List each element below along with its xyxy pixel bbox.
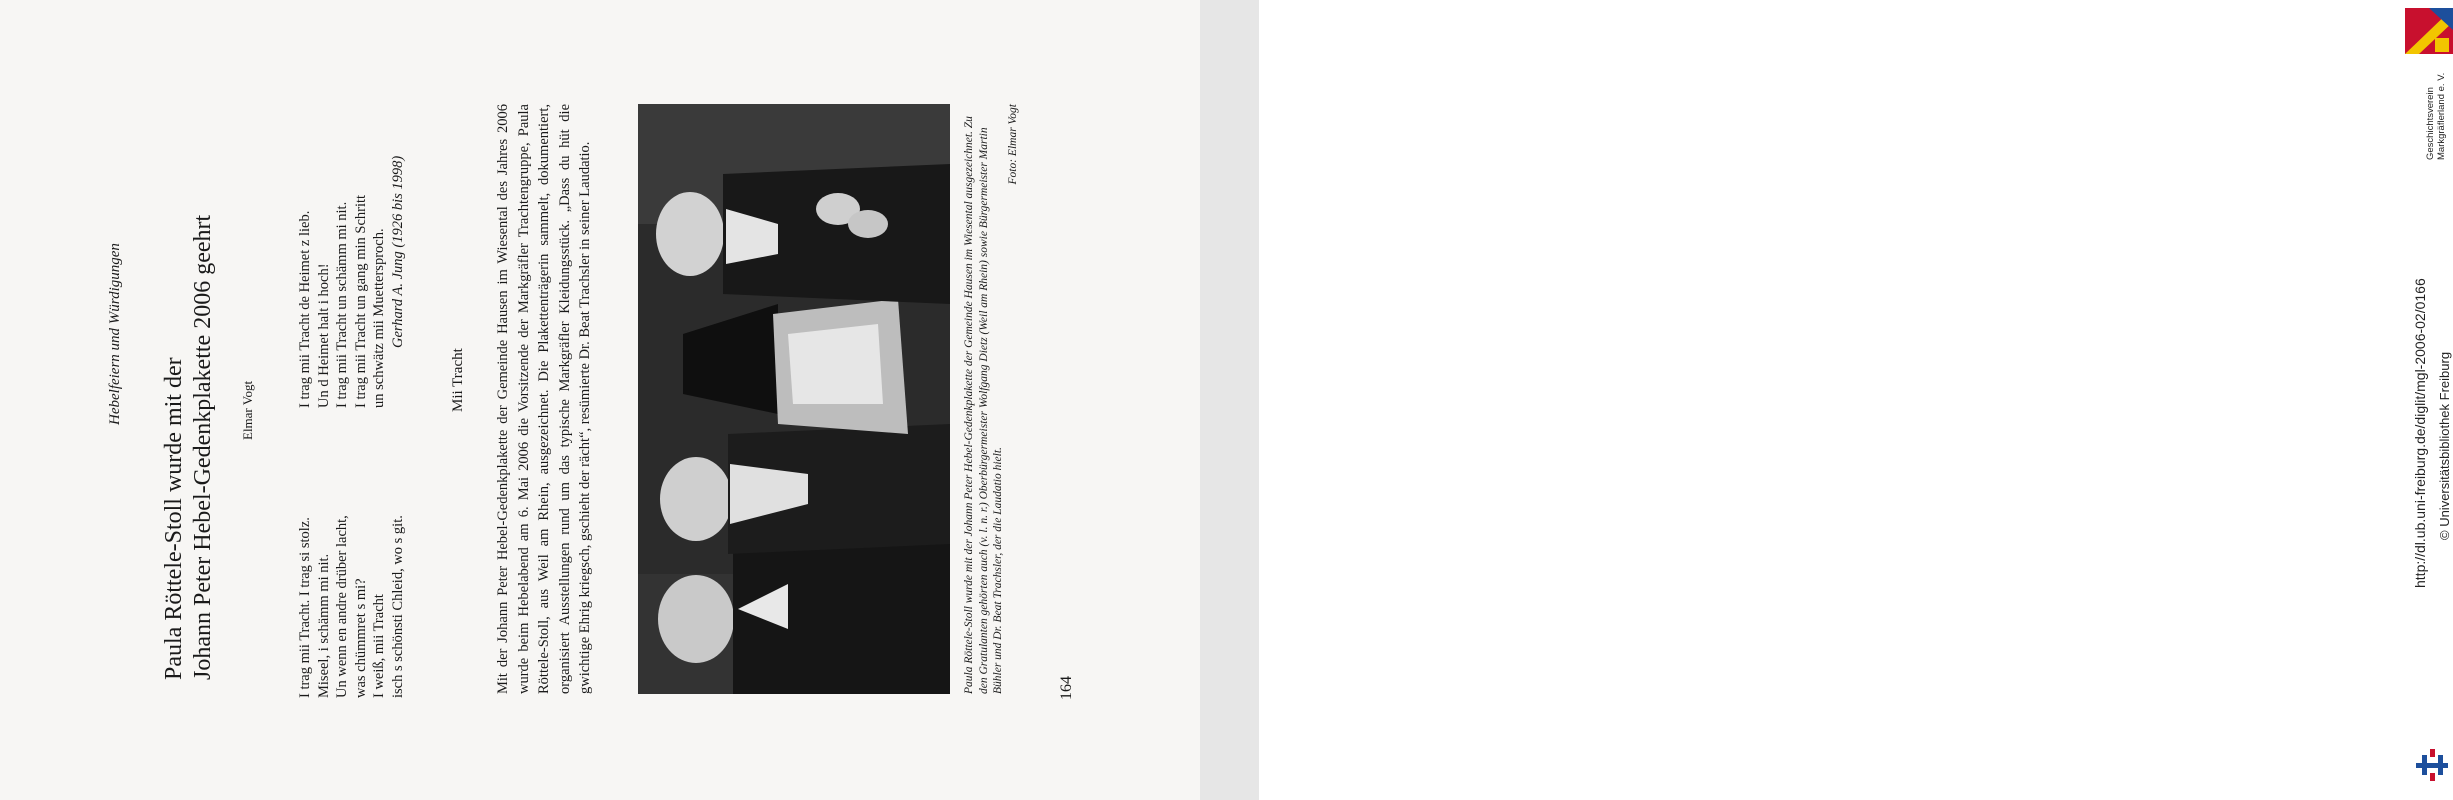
scanned-page (0, 0, 1200, 800)
photo-illustration (638, 104, 950, 694)
poem-line: I weiß, mii Tracht (371, 594, 387, 698)
society-crest-logo (2405, 8, 2453, 54)
copyright-notice: © Universitätsbibliothek Freiburg (2437, 351, 2452, 540)
title-line-1: Paula Röttele-Stoll wurde mit der (161, 357, 187, 680)
library-sidebar (1200, 0, 2452, 800)
poem-heading: Mii Tracht (450, 348, 466, 412)
poem-column-1 (296, 515, 407, 698)
article-body: Mit der Johann Peter Hebel-Gedenkplakette der Gemeinde Hausen im Wiesental des Jahres 2006 wurde beim Hebelabend am 6. Mai 2006 die Vorsitzende der Markgräfler Trachtengruppe, Paula Röttele-Stoll, aus Weil am Rhein, ausgezeichnet. Die Plakettenträgerin sammelt, dokumentiert, organisiert Ausstellungen rund um das typische Markgräfler Kleidungsstück. „Dass du hüt die gwichtige Ehrig kriegsch, gschieht der rächt“, resümierte Dr. Beat Trachsler in seiner Laudatio. (495, 104, 593, 694)
page-number: 164 (1058, 676, 1075, 700)
university-library-logo (2412, 745, 2452, 785)
poem-line: I trag mii Tracht de Heimet z lieb. (297, 210, 313, 408)
poem-line: un schwätz mii Muettersproch. (371, 228, 387, 408)
poem-line: I trag mii Tracht un gang min Schritt (352, 194, 369, 408)
society-name (2426, 73, 2447, 160)
poem-line: isch s schönsti Chleid, wo s git. (389, 515, 406, 698)
article-title (160, 215, 218, 680)
poem-line: was chümmret s mi? (352, 578, 369, 698)
poem-column-2 (296, 156, 407, 408)
poem-line: Un wenn en andre drüber lacht, (334, 515, 350, 698)
poem-line: Un d Heimet halt i hoch! (315, 263, 332, 408)
poem-signature: Gerhard A. Jung (1926 bis 1998) (389, 155, 406, 348)
caption-text: Paula Röttele-Stoll wurde mit der Johann Peter Hebel-Gedenkplakette der Gemeinde Hausen im Wiesental ausgezeichnet. Zu den Gratulanten gehörten auch (v. l. n. r.) Oberbürgermeister Wolfgang Dietz (Weil am Rhein) sowie Bürgermeister Martin Bühler und Dr. Beat Trachsler, der die Laudatio hielt. (963, 116, 1004, 694)
photo-credit: Foto: Elmar Vogt (1006, 104, 1019, 185)
photo-caption (962, 104, 1020, 694)
poem-line: Miseel, i schämm mi nit. (315, 553, 332, 698)
group-photo (638, 104, 950, 694)
section-header: Hebelfeiern und Würdigungen (107, 243, 123, 425)
author: Elmar Vogt (240, 380, 255, 440)
document-url-link[interactable]: http://dl.ub.uni-freiburg.de/diglit/mgl-2006-02/0166 (2412, 278, 2428, 588)
society-line: Geschichtsverein (2425, 87, 2436, 160)
poem-line: I trag mii Tracht. I trag si stolz. (297, 517, 313, 698)
poem-line: I trag mii Tracht un schämm mi nit. (334, 201, 350, 408)
society-line: Markgräflerland e. V. (2435, 72, 2447, 160)
title-line-2: Johann Peter Hebel-Gedenkplakette 2006 geehrt (190, 214, 216, 680)
